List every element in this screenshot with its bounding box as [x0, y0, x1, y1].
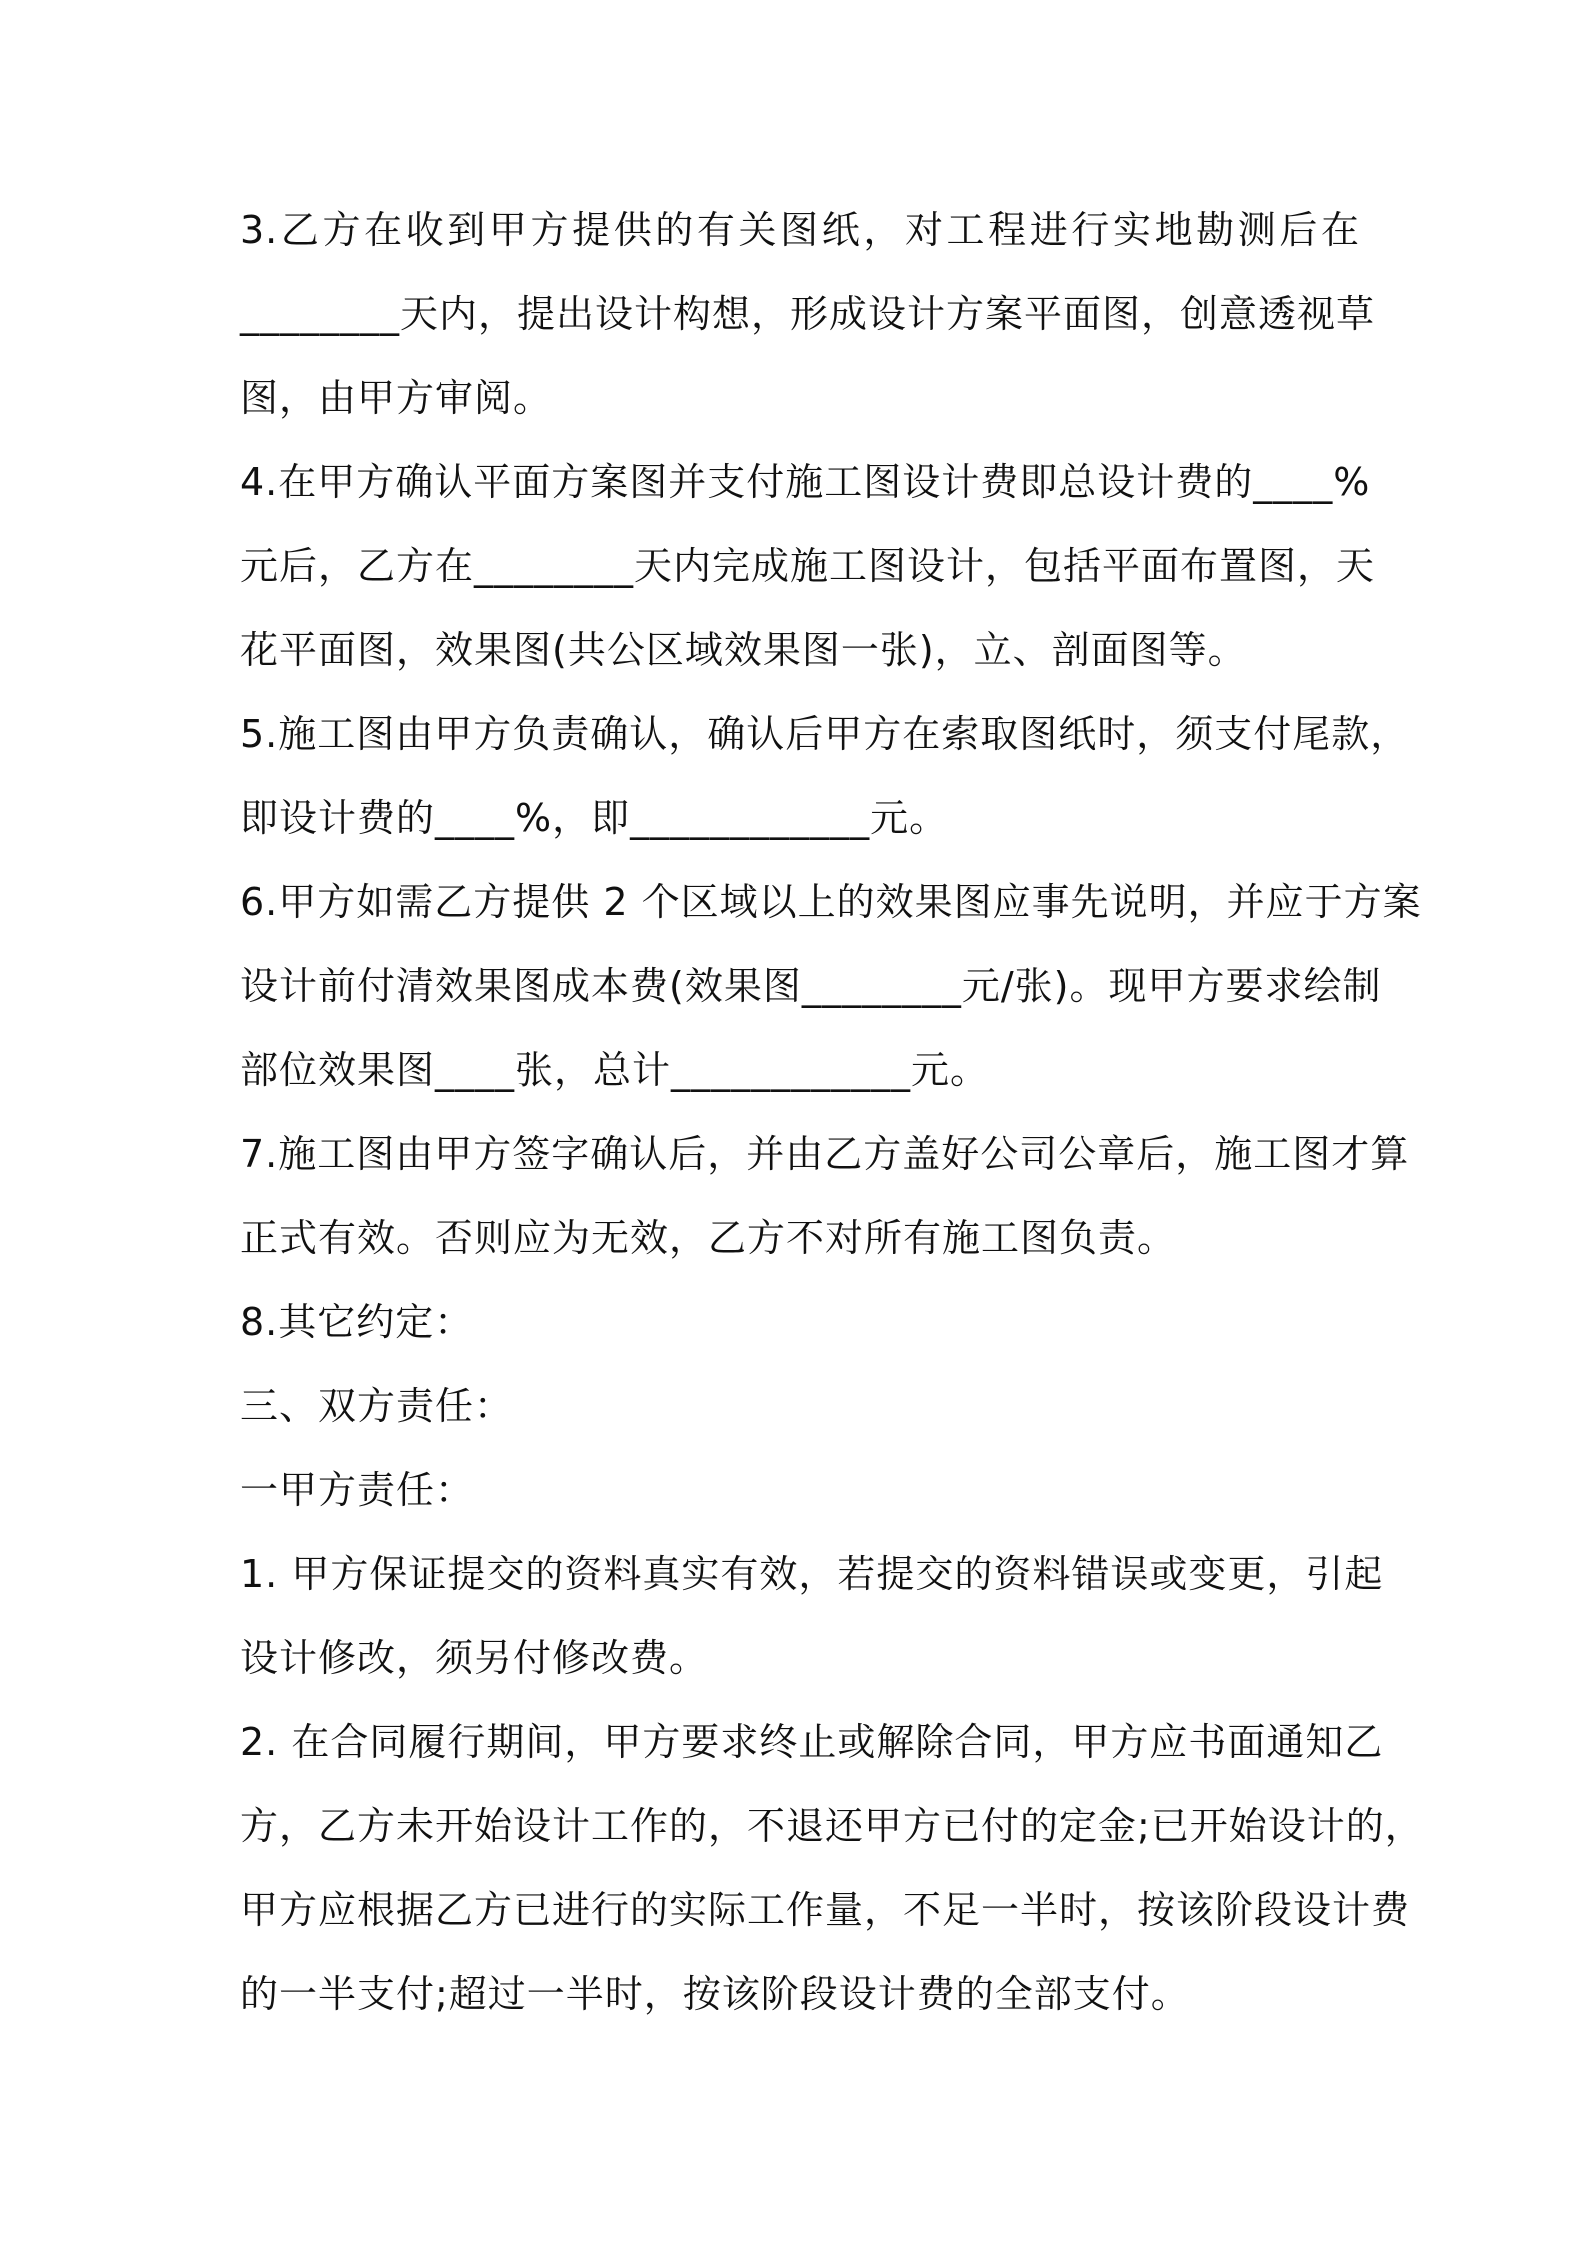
text-line: 花平面图，效果图(共公区域效果图一张)，立、剖面图等。: [240, 628, 1247, 672]
text-line: 5.施工图由甲方负责确认，确认后甲方在索取图纸时，须支付尾款，: [240, 712, 1410, 756]
text-line: 方，乙方未开始设计工作的，不退还甲方已付的定金;已开始设计的，: [240, 1804, 1424, 1848]
text-line: ________天内，提出设计构想，形成设计方案平面图，创意透视草: [240, 292, 1376, 336]
text-line: 图，由甲方审阅。: [240, 376, 553, 420]
text-line: 8.其它约定：: [240, 1300, 474, 1344]
subheading-party-a: [240, 1448, 1360, 1532]
clause-6: [240, 860, 1422, 1112]
clause-3: [240, 188, 1376, 440]
text-line: 正式有效。否则应为无效，乙方不对所有施工图负责。: [240, 1216, 1177, 1260]
text-line: 2. 在合同履行期间，甲方要求终止或解除合同，甲方应书面通知乙: [240, 1720, 1384, 1764]
text-line: 三、双方责任：: [240, 1384, 514, 1428]
text-line: 6.甲方如需乙方提供 2 个区域以上的效果图应事先说明，并应于方案: [240, 880, 1422, 924]
text-line: 设计前付清效果图成本费(效果图________元/张)。现甲方要求绘制: [240, 964, 1382, 1008]
text-line: 即设计费的____%，即____________元。: [240, 796, 949, 840]
document-page: [240, 188, 1424, 2036]
clause-7: [240, 1112, 1410, 1280]
text-line: 3.乙方在收到甲方提供的有关图纸，对工程进行实地勘测后在: [240, 208, 1360, 252]
clause-5: [240, 692, 1410, 860]
text-line: 4.在甲方确认平面方案图并支付施工图设计费即总设计费的____%: [240, 460, 1371, 504]
party-a-item-2: [240, 1700, 1424, 2036]
section-heading-responsibilities: [240, 1364, 1360, 1448]
clause-4: [240, 440, 1376, 692]
text-line: 甲方应根据乙方已进行的实际工作量，不足一半时，按该阶段设计费: [240, 1888, 1411, 1932]
text-line: 的一半支付;超过一半时，按该阶段设计费的全部支付。: [240, 1972, 1190, 2016]
text-line: 1. 甲方保证提交的资料真实有效，若提交的资料错误或变更，引起: [240, 1552, 1384, 1596]
text-line: 元后，乙方在________天内完成施工图设计，包括平面布置图，天: [240, 544, 1376, 588]
clause-8: [240, 1280, 1360, 1364]
text-line: 7.施工图由甲方签字确认后，并由乙方盖好公司公章后，施工图才算: [240, 1132, 1410, 1176]
party-a-item-1: [240, 1532, 1384, 1700]
text-line: 设计修改，须另付修改费。: [240, 1636, 709, 1680]
text-line: 一甲方责任：: [240, 1468, 475, 1512]
text-line: 部位效果图____张，总计____________元。: [240, 1048, 990, 1092]
